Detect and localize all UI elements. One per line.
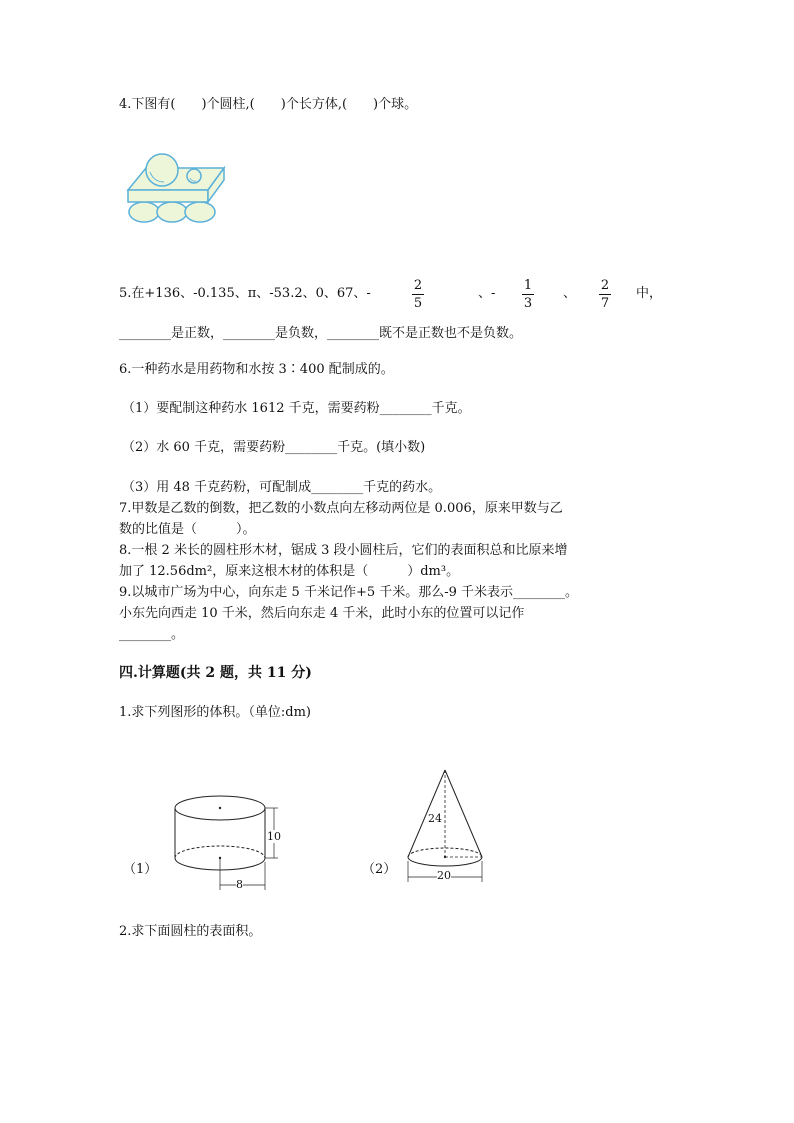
figure-1-label: （1） <box>123 862 158 877</box>
fraction-numerator: 2 <box>413 278 423 293</box>
fraction-denominator: 5 <box>413 296 423 311</box>
q7-line1: 7.甲数是乙数的倒数，把乙数的小数点向左移动两位是 0.006，原来甲数与乙 <box>119 501 563 516</box>
q6-sub3: （3）用 48 千克药粉，可配制成________千克的药水。 <box>122 480 442 495</box>
fraction-numerator: 1 <box>523 278 533 293</box>
q9-line2: 小东先向西走 10 千米，然后向东走 4 千米，此时小东的位置可以记作 <box>119 606 525 621</box>
figure-2-diameter-label: 20 <box>437 869 451 882</box>
figure-1-radius-label: 8 <box>236 878 243 891</box>
q7-line2: 数的比值是（ ）。 <box>119 522 256 537</box>
figure-2-height-label: 24 <box>428 812 442 825</box>
q9-line1: 9.以城市广场为中心，向东走 5 千米记作+5 千米。那么-9 千米表示________。 <box>119 585 579 600</box>
q4-text: 4.下图有( )个圆柱,( )个长方体,( )个球。 <box>119 97 418 112</box>
figure-2-label: （2） <box>362 862 397 877</box>
q5-line2: ________是正数，________是负数，________既不是正数也不是负数。 <box>119 326 523 341</box>
q5-prefix: 5.在+136、-0.135、π、-53.2、0、67、- <box>119 286 371 301</box>
figure-1-height-label: 10 <box>267 830 281 843</box>
q6-text: 6.一种药水是用药物和水按 3∶400 配制成的。 <box>119 362 394 377</box>
calc-q1-text: 1.求下列图形的体积。（单位:dm) <box>119 705 312 720</box>
fraction-numerator: 2 <box>600 278 610 293</box>
q9-line3: ________。 <box>119 627 185 642</box>
q5-separator-1: 、- <box>478 286 496 301</box>
shapes-illustration <box>124 152 228 226</box>
q5-suffix: 中， <box>636 286 663 301</box>
q5-fraction-1 <box>411 278 425 311</box>
calc-q2-text: 2.求下面圆柱的表面积。 <box>119 924 262 939</box>
fraction-denominator: 7 <box>600 296 610 311</box>
q6-sub1: （1）要配制这种药水 1612 千克，需要药粉________千克。 <box>122 401 471 416</box>
q5-fraction-3 <box>598 278 612 311</box>
q8-line2: 加了 12.56dm²，原来这根木材的体积是（ ）dm³。 <box>119 564 460 579</box>
q5-fraction-2 <box>521 278 535 311</box>
fraction-denominator: 3 <box>523 296 533 311</box>
section-heading: 四.计算题(共 2 题，共 11 分) <box>119 665 312 681</box>
q6-sub2: （2）水 60 千克，需要药粉________千克。(填小数) <box>122 440 426 455</box>
q8-line1: 8.一根 2 米长的圆柱形木材，锯成 3 段小圆柱后，它们的表面积总和比原来增 <box>119 543 568 558</box>
q5-separator-2: 、 <box>563 286 577 301</box>
